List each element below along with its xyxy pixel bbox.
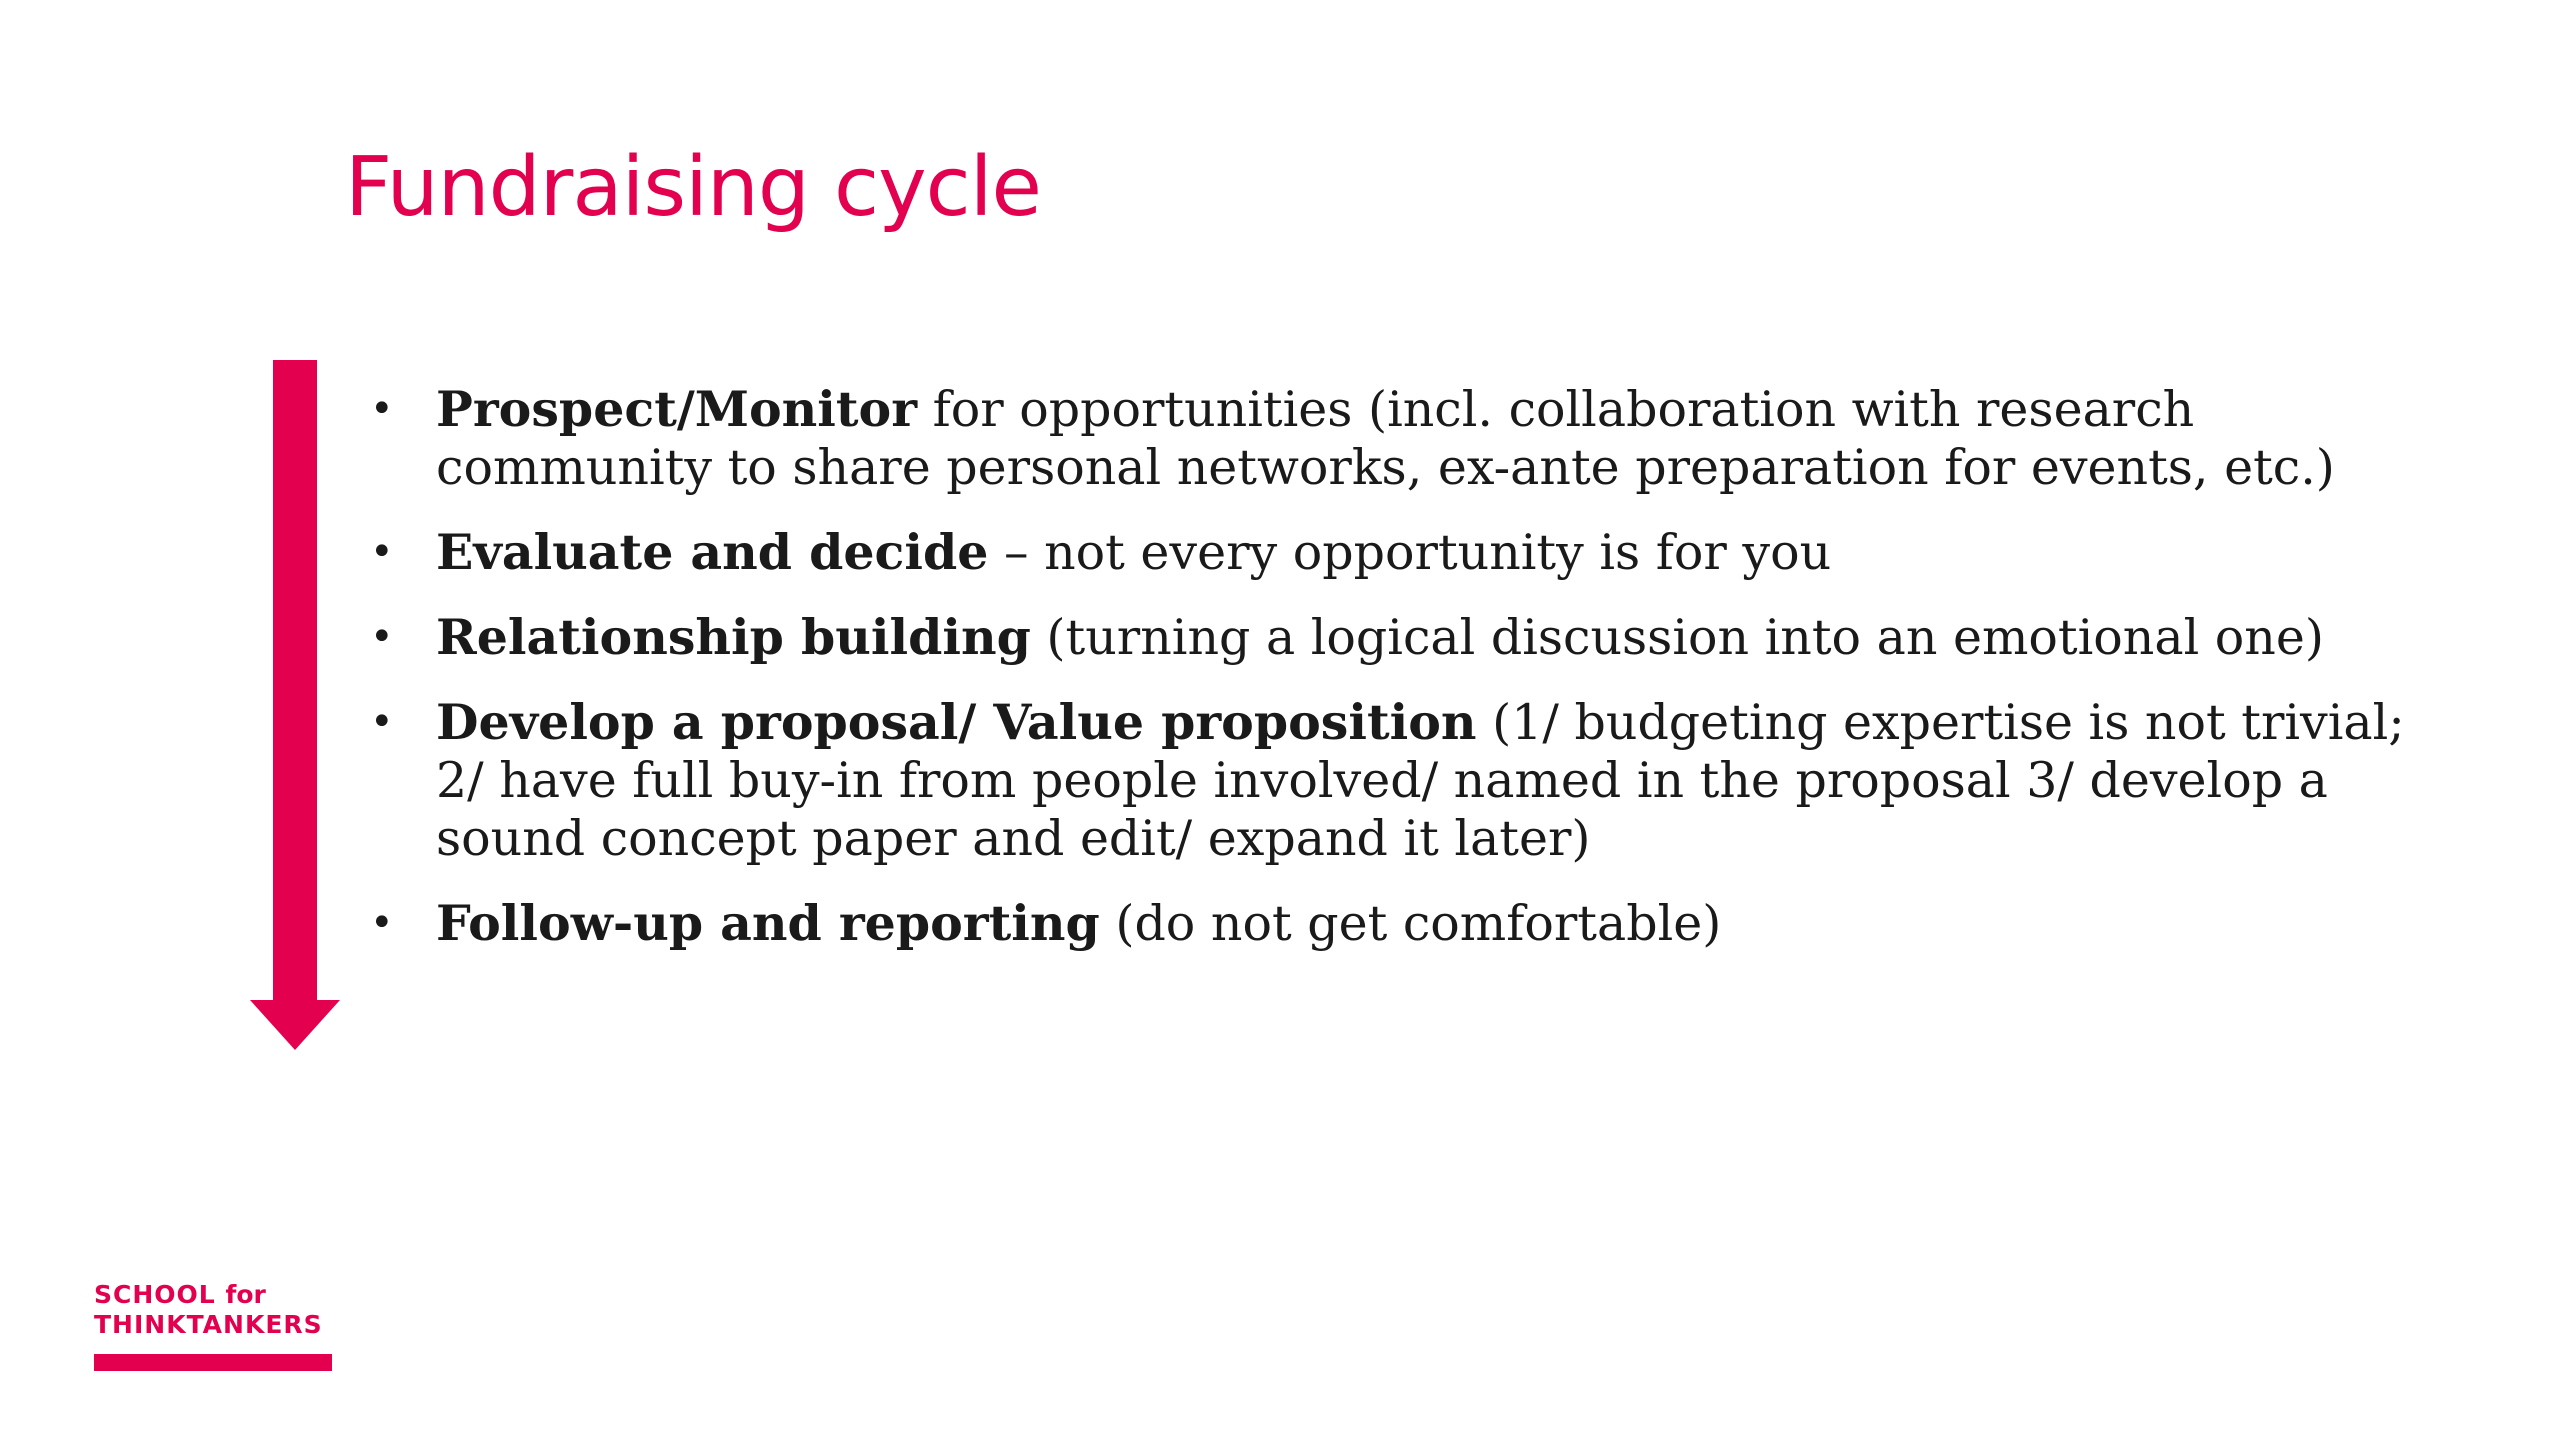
logo-word-for: for [225, 1280, 266, 1309]
bullet-text: (do not get comfortable) [1099, 895, 1722, 952]
bullet-heading: Develop a proposal/ Value proposition [436, 693, 1477, 751]
bullet-heading: Follow-up and reporting [436, 894, 1100, 952]
bullet-text: (turning a logical discussion into an emotional one) [1030, 609, 2324, 666]
bullet-text: (1/ budgeting expertise is not trivial; 2/ have full buy-in from people involved/ named in the proposal 3/ develop a sound concept paper and edit/ expand it later) [436, 694, 2405, 867]
school-for-thinktankers-logo [94, 1280, 344, 1371]
bullet-icon: • [370, 900, 394, 946]
bullet-icon: • [370, 386, 394, 432]
bullet-heading: Relationship building [436, 608, 1031, 666]
bullet-list [360, 380, 2410, 979]
list-item [360, 608, 2410, 667]
slide-title: Fundraising cycle [345, 140, 1041, 235]
down-arrow-icon [240, 360, 350, 1050]
logo-underline-bar [94, 1354, 332, 1371]
list-item [360, 693, 2410, 868]
bullet-text: for opportunities (incl. collaboration with research community to share personal networks, ex-ante preparation for events, etc.) [436, 381, 2335, 496]
list-item [360, 894, 2410, 953]
logo-line-1 [94, 1280, 344, 1310]
bullet-heading: Evaluate and decide [436, 523, 989, 581]
bullet-icon: • [370, 699, 394, 745]
bullet-icon: • [370, 614, 394, 660]
bullet-text: – not every opportunity is for you [988, 524, 1832, 581]
bullet-icon: • [370, 529, 394, 575]
list-item [360, 380, 2410, 497]
bullet-heading: Prospect/Monitor [436, 380, 918, 438]
logo-line-2: THINKTANKERS [94, 1310, 323, 1339]
list-item [360, 523, 2410, 582]
logo-word-school: SCHOOL [94, 1280, 216, 1309]
